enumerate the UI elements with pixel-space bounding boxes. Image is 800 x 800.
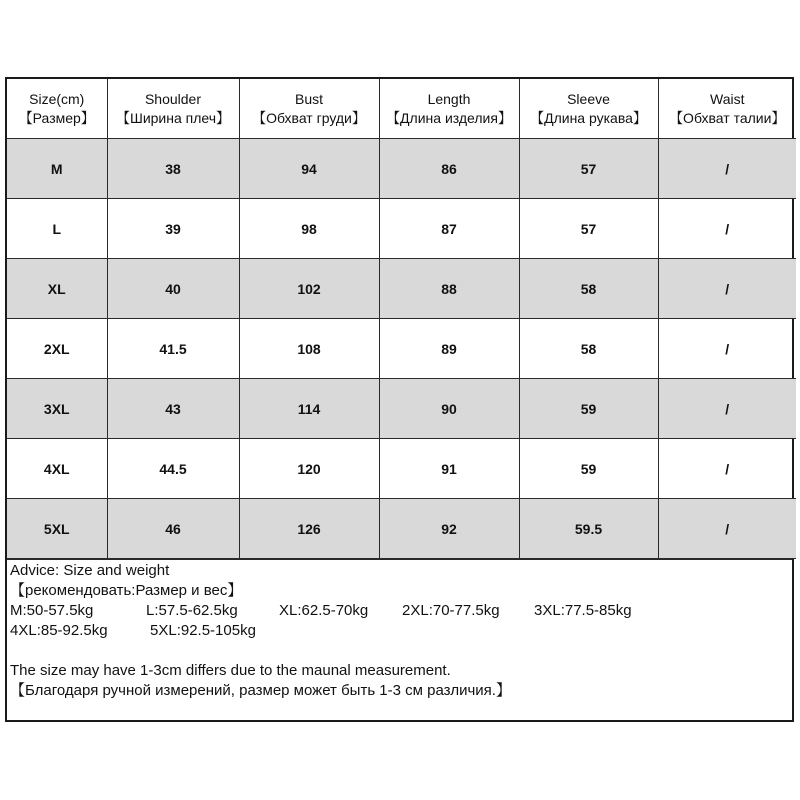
length-cell: 92 xyxy=(379,499,519,559)
header-bust: Bust 【Обхват груди】 xyxy=(239,79,379,139)
shoulder-cell: 41.5 xyxy=(107,319,239,379)
header-sleeve: Sleeve 【Длина рукава】 xyxy=(519,79,658,139)
sleeve-cell: 59 xyxy=(519,379,658,439)
size-cell: M xyxy=(7,139,107,199)
bust-cell: 102 xyxy=(239,259,379,319)
size-cell: XL xyxy=(7,259,107,319)
bust-cell: 108 xyxy=(239,319,379,379)
bust-cell: 126 xyxy=(239,499,379,559)
shoulder-cell: 43 xyxy=(107,379,239,439)
length-cell: 90 xyxy=(379,379,519,439)
size-cell: 4XL xyxy=(7,439,107,499)
sleeve-cell: 57 xyxy=(519,199,658,259)
weight-m: M:50-57.5kg xyxy=(10,602,94,619)
length-cell: 86 xyxy=(379,139,519,199)
size-cell: 3XL xyxy=(7,379,107,439)
bust-cell: 120 xyxy=(239,439,379,499)
length-cell: 89 xyxy=(379,319,519,379)
header-length: Length 【Длина изделия】 xyxy=(379,79,519,139)
length-cell: 87 xyxy=(379,199,519,259)
advice-heading-ru: 【рекомендовать:Размер и вес】 xyxy=(10,582,243,599)
weight-xl: XL:62.5-70kg xyxy=(279,602,369,619)
sleeve-cell: 58 xyxy=(519,259,658,319)
bust-cell: 98 xyxy=(239,199,379,259)
measure-note: The size may have 1-3cm differs due to the maunal measurement. xyxy=(10,662,451,679)
size-table xyxy=(7,79,796,559)
size-cell: L xyxy=(7,199,107,259)
weight-3xl: 3XL:77.5-85kg xyxy=(534,602,632,619)
advice-heading: Advice: Size and weight xyxy=(10,562,170,579)
waist-cell: / xyxy=(658,139,796,199)
sleeve-cell: 59 xyxy=(519,439,658,499)
waist-cell: / xyxy=(658,319,796,379)
table-row xyxy=(7,139,796,199)
measure-note-ru: 【Благодаря ручной измерений, размер может быть 1-3 см различия.】 xyxy=(10,682,511,699)
weight-5xl: 5XL:92.5-105kg xyxy=(150,622,256,639)
waist-cell: / xyxy=(658,199,796,259)
spacer xyxy=(10,641,789,661)
sleeve-cell: 58 xyxy=(519,319,658,379)
size-chart xyxy=(5,77,794,722)
size-cell: 5XL xyxy=(7,499,107,559)
header-size: Size(cm) 【Размер】 xyxy=(7,79,107,139)
table-row xyxy=(7,319,796,379)
waist-cell: / xyxy=(658,439,796,499)
table-row xyxy=(7,379,796,439)
table-row xyxy=(7,499,796,559)
shoulder-cell: 46 xyxy=(107,499,239,559)
header-waist: Waist 【Обхват талии】 xyxy=(658,79,796,139)
weight-line-1 xyxy=(10,601,789,621)
sleeve-cell: 57 xyxy=(519,139,658,199)
bust-cell: 94 xyxy=(239,139,379,199)
weight-2xl: 2XL:70-77.5kg xyxy=(402,602,500,619)
sleeve-cell: 59.5 xyxy=(519,499,658,559)
header-row xyxy=(7,79,796,139)
header-shoulder: Shoulder 【Ширина плеч】 xyxy=(107,79,239,139)
shoulder-cell: 44.5 xyxy=(107,439,239,499)
notes-section xyxy=(7,559,792,720)
shoulder-cell: 40 xyxy=(107,259,239,319)
weight-l: L:57.5-62.5kg xyxy=(146,602,238,619)
table-row xyxy=(7,439,796,499)
waist-cell: / xyxy=(658,499,796,559)
weight-line-2 xyxy=(10,621,789,641)
shoulder-cell: 39 xyxy=(107,199,239,259)
weight-4xl: 4XL:85-92.5kg xyxy=(10,622,108,639)
table-row xyxy=(7,259,796,319)
length-cell: 91 xyxy=(379,439,519,499)
table-row xyxy=(7,199,796,259)
waist-cell: / xyxy=(658,259,796,319)
size-cell: 2XL xyxy=(7,319,107,379)
shoulder-cell: 38 xyxy=(107,139,239,199)
waist-cell: / xyxy=(658,379,796,439)
bust-cell: 114 xyxy=(239,379,379,439)
length-cell: 88 xyxy=(379,259,519,319)
